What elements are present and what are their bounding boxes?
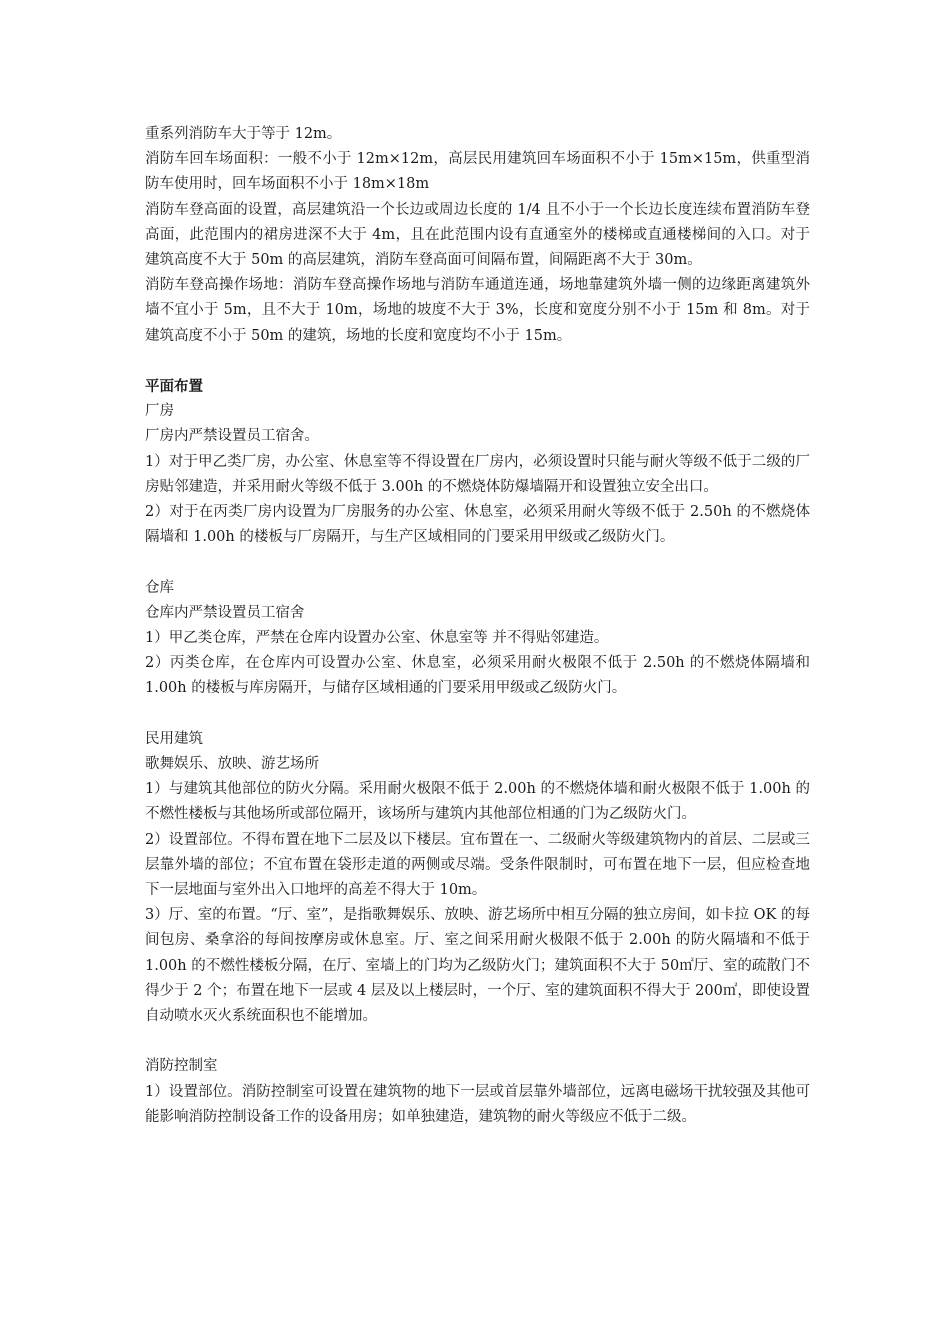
paragraph-climbing-site: 消防车登高操作场地：消防车登高操作场地与消防车通道连通，场地靠建筑外墙一侧的边缘距离建筑外墙不宜小于 5m，且不大于 10m，场地的坡度不大于 3%，长度和宽度分别不小于 15m 和 8m。对于建筑高度不小于 50m 的建筑，场地的长度和宽度均不小于 15m。 (145, 277, 810, 344)
document-page (145, 122, 810, 1130)
paragraph-climbing-face: 消防车登高面的设置，高层建筑沿一个长边或周边长度的 1/4 且不小于一个长边长度连续布置消防车登高面，此范围内的裙房进深不大于 4m，且在此范围内设有直通室外的楼梯或直通楼梯间的入口。对于建筑高度不大于 50m 的高层建筑，消防车登高面可间隔布置，间隔距离不大于 30m。 (145, 201, 810, 269)
paragraph-control-room-item-1: 1）设置部位。消防控制室可设置在建筑物的地下一层或首层靠外墙部位，远离电磁场干扰较强及其他可能影响消防控制设备工作的设备用房；如单独建造，建筑物的耐火等级应不低于二级。 (145, 1083, 810, 1125)
paragraph-entertainment-item-1: 1）与建筑其他部位的防火分隔。采用耐火极限不低于 2.00h 的不燃烧体墙和耐火极限不低于 1.00h 的不燃性楼板与其他场所或部位隔开，该场所与建筑内其他部位相通的门为乙级防火门。 (145, 781, 810, 823)
spacer (145, 702, 810, 727)
paragraph-entertainment-item-3: 3）厅、室的布置。“厅、室”，是指歌舞娱乐、放映、游艺场所中相互分隔的独立房间，如卡拉 OK 的每间包房、桑拿浴的每间按摩房或休息室。厅、室之间采用耐火极限不低于 2.00h 的防火隔墙和不低于 1.00h 的不燃性楼板分隔，在厅、室墙上的门均为乙级防火门；建筑面积不大于 50㎡厅、室的疏散门不得少于 2 个；布置在地下一层或 4 层及以上楼层时，一个厅、室的建筑面积不得大于 200㎡，即使设置自动喷水灭火系统面积也不能增加。 (145, 907, 810, 1025)
spacer (145, 550, 810, 575)
spacer (145, 349, 810, 374)
paragraph-factory-dormitory: 厂房内严禁设置员工宿舍。 (145, 428, 319, 445)
paragraph-factory-item-2: 2）对于在丙类厂房内设置为厂房服务的办公室、休息室，必须采用耐火等级不低于 2.50h 的不燃烧体隔墙和 1.00h 的楼板与厂房隔开，与生产区域相同的门要采用甲级或乙级防火门。 (145, 504, 810, 546)
paragraph-warehouse-dormitory: 仓库内严禁设置员工宿舍 (145, 604, 305, 621)
subheading-fire-control-room: 消防控制室 (145, 1058, 218, 1075)
paragraph-turnaround-area: 消防车回车场面积：一般不小于 12m×12m，高层民用建筑回车场面积不小于 15m×15m，供重型消防车使用时，回车场面积不小于 18m×18m (145, 151, 810, 193)
paragraph-warehouse-item-2: 2）丙类仓库，在仓库内可设置办公室、休息室，必须采用耐火极限不低于 2.50h 的不燃烧体隔墙和 1.00h 的楼板与库房隔开，与储存区域相通的门要采用甲级或乙级防火门。 (145, 655, 810, 697)
subheading-factory: 厂房 (145, 403, 174, 420)
paragraph-warehouse-item-1: 1）甲乙类仓库，严禁在仓库内设置办公室、休息室等 并不得贴邻建造。 (145, 630, 609, 647)
paragraph-factory-item-1: 1）对于甲乙类厂房，办公室、休息室等不得设置在厂房内，必须设置时只能与耐火等级不低于二级的厂房贴邻建造，并采用耐火等级不低于 3.00h 的不燃烧体防爆墙隔开和设置独立安全出口。 (145, 453, 810, 495)
spacer (145, 1029, 810, 1054)
subheading-entertainment-venues: 歌舞娱乐、放映、游艺场所 (145, 756, 319, 773)
subheading-warehouse: 仓库 (145, 579, 174, 596)
section-heading-layout: 平面布置 (145, 378, 203, 396)
subheading-civil-buildings: 民用建筑 (145, 730, 203, 747)
paragraph-entertainment-item-2: 2）设置部位。不得布置在地下二层及以下楼层。宜布置在一、二级耐火等级建筑物内的首层、二层或三层靠外墙的部位；不宜布置在袋形走道的两侧或尽端。受条件限制时，可布置在地下一层，但应检查地下一层地面与室外出入口地坪的高差不得大于 10m。 (145, 831, 810, 899)
paragraph-fire-truck-length: 重系列消防车大于等于 12m。 (145, 126, 342, 142)
